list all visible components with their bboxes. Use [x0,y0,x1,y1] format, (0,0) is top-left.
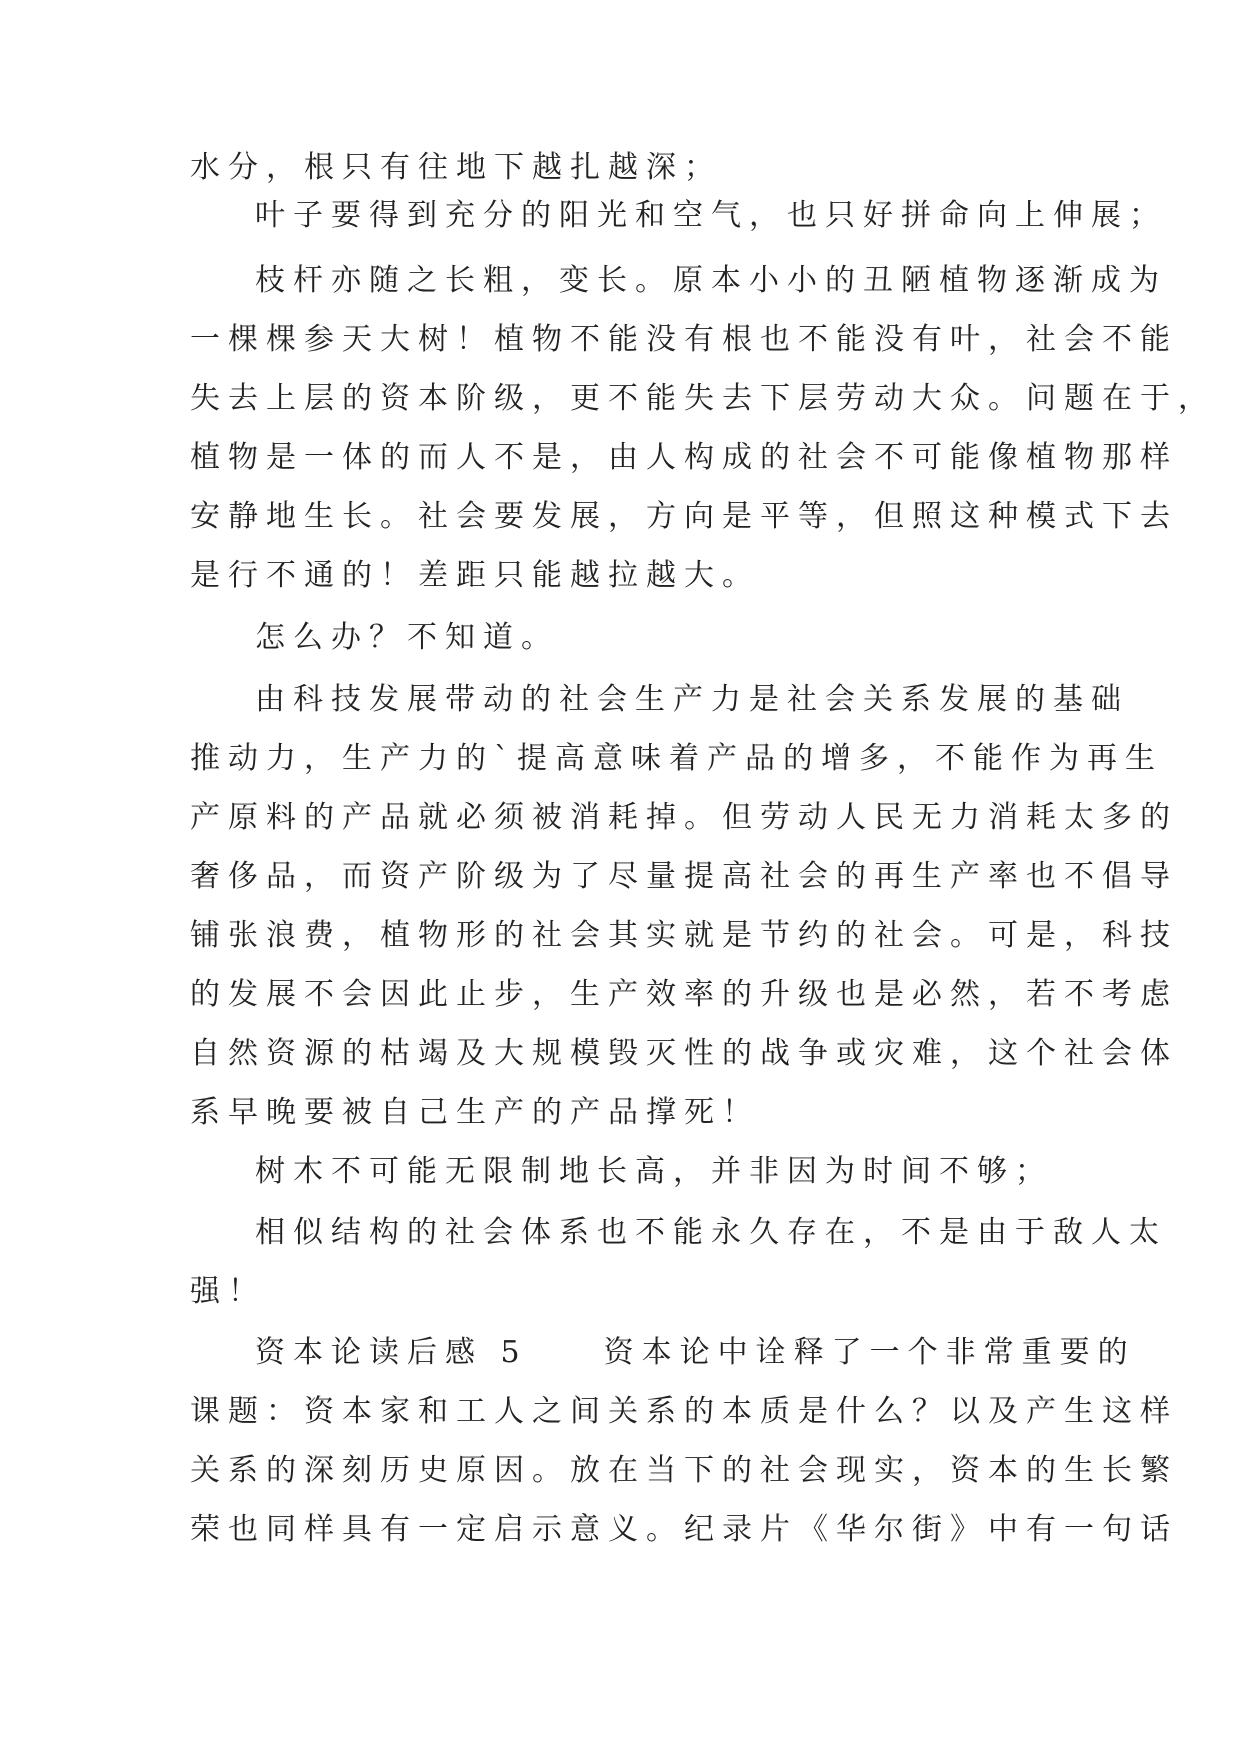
text-line: 怎么办？不知道。 [255,620,559,655]
text-line: 植物是一体的而人不是，由人构成的社会不可能像植物那样 [190,440,1178,475]
text-line: 推动力，生产力的`提高意味着产品的增多，不能作为再生 [190,741,1163,776]
text-line: 相似结构的社会体系也不能永久存在，不是由于敌人太 [255,1215,1167,1250]
text-line: 枝杆亦随之长粗，变长。原本小小的丑陋植物逐渐成为 [255,263,1167,298]
text-line: 奢侈品，而资产阶级为了尽量提高社会的再生产率也不倡导 [190,859,1178,894]
text-line: 荣也同样具有一定启示意义。纪录片《华尔街》中有一句话 [190,1512,1178,1547]
text-line: 铺张浪费，植物形的社会其实就是节约的社会。可是，科技 [190,918,1178,953]
text-line: 产原料的产品就必须被消耗掉。但劳动人民无力消耗太多的 [190,800,1178,835]
text-line: 系早晚要被自己生产的产品撑死！ [190,1095,760,1130]
text-line: 叶子要得到充分的阳光和空气，也只好拼命向上伸展； [255,198,1167,233]
text-line: 由科技发展带动的社会生产力是社会关系发展的基础 [255,682,1129,717]
text-line: 强！ [190,1274,266,1309]
text-line: 树木不可能无限制地长高，并非因为时间不够； [255,1154,1053,1189]
text-line: 失去上层的资本阶级，更不能失去下层劳动大众。问题在于， [190,381,1216,416]
text-line: 的发展不会因此止步，生产效率的升级也是必然，若不考虑 [190,977,1178,1012]
text-line: 关系的深刻历史原因。放在当下的社会现实，资本的生长繁 [190,1453,1178,1488]
text-line: 课题：资本家和工人之间关系的本质是什么？以及产生这样 [190,1394,1178,1429]
text-line: 自然资源的枯竭及大规模毁灭性的战争或灾难，这个社会体 [190,1036,1178,1071]
text-line: 水分，根只有往地下越扎越深； [190,150,722,185]
text-line: 一棵棵参天大树！植物不能没有根也不能没有叶，社会不能 [190,322,1178,357]
text-line: 是行不通的！差距只能越拉越大。 [190,558,760,593]
text-line: 资本论读后感 5 资本论中诠释了一个非常重要的 [255,1335,1136,1370]
text-line: 安静地生长。社会要发展，方向是平等，但照这种模式下去 [190,499,1178,534]
